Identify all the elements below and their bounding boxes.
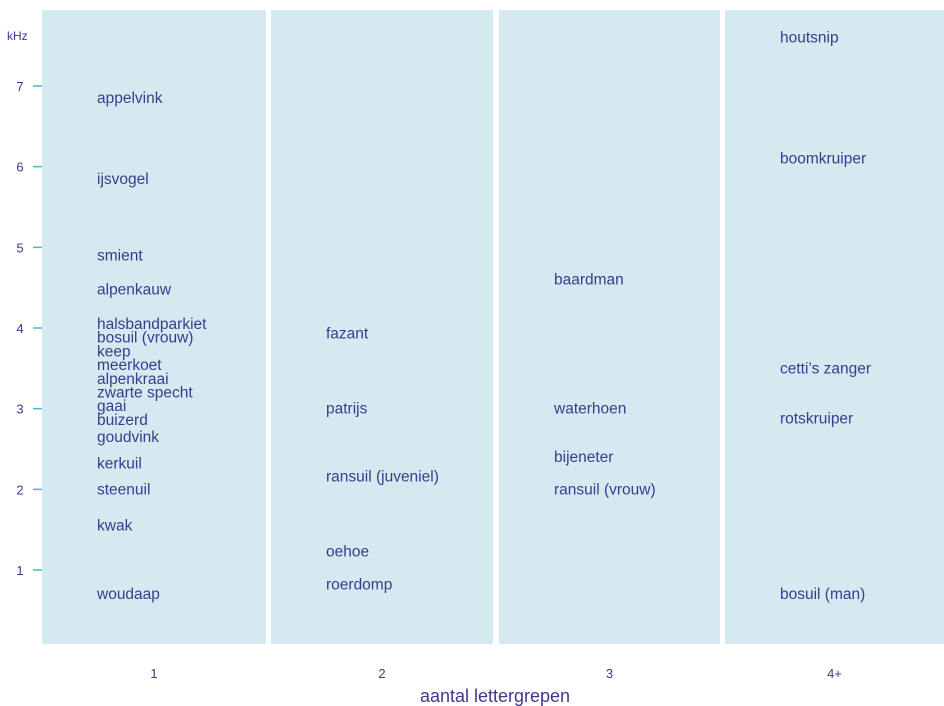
bird-label: gaai	[97, 398, 127, 416]
bird-label: buizerd	[97, 411, 148, 429]
panel-2	[271, 10, 493, 644]
x-axis	[150, 666, 842, 706]
bird-label: kerkuil	[97, 455, 142, 473]
bird-label: roerdomp	[326, 576, 393, 594]
y-tick-label: 4	[16, 321, 24, 336]
bird-label: fazant	[326, 325, 369, 343]
x-tick-label: 1	[150, 666, 158, 681]
bird-label: cetti’s zanger	[780, 360, 872, 378]
bird-label: boomkruiper	[780, 150, 867, 168]
bird-label: goudvink	[97, 428, 160, 446]
bird-label: alpenkraai	[97, 370, 169, 388]
x-tick-label: 2	[378, 666, 386, 681]
y-axis	[7, 29, 42, 578]
bird-label: bijeneter	[554, 449, 614, 467]
bird-label: smient	[97, 247, 143, 265]
bird-label: rotskruiper	[780, 410, 854, 428]
bird-label: woudaap	[97, 586, 160, 604]
bird-label: waterhoen	[554, 400, 627, 418]
y-tick-label: 6	[16, 159, 24, 175]
bird-label: patrijs	[326, 400, 368, 418]
y-tick-label: 3	[16, 401, 24, 417]
bird-label: steenuil	[97, 481, 151, 499]
bird-label: bosuil (vrouw)	[97, 329, 194, 347]
panel-4	[725, 10, 944, 644]
y-tick-label: 7	[16, 79, 24, 94]
bird-label: appelvink	[97, 90, 163, 108]
y-tick-label: 5	[16, 240, 24, 256]
bird-label: keep	[97, 343, 131, 361]
bird-label: baardman	[554, 271, 624, 289]
x-tick-label: 4+	[827, 666, 842, 681]
bird-label: alpenkauw	[97, 281, 172, 299]
y-tick-label: 2	[16, 482, 24, 498]
x-tick-label: 3	[605, 666, 614, 681]
bird-label: halsbandparkiet	[97, 315, 207, 333]
panel-3	[499, 10, 720, 644]
bird-label: zwarte specht	[97, 384, 193, 402]
bird-label: kwak	[97, 517, 133, 535]
bird-label: ransuil (juveniel)	[326, 468, 439, 486]
bird-label: bosuil (man)	[780, 586, 866, 604]
bird-label: ransuil (vrouw)	[554, 481, 656, 499]
y-axis-unit-label: kHz	[7, 29, 28, 43]
bird-label: ijsvogel	[97, 170, 149, 188]
bird-label: oehoe	[326, 543, 370, 561]
bird-label: meerkoet	[97, 357, 162, 375]
bird-label: houtsnip	[780, 29, 839, 47]
x-axis-title: aantal lettergrepen	[419, 686, 571, 706]
y-tick-label: 1	[16, 563, 24, 578]
